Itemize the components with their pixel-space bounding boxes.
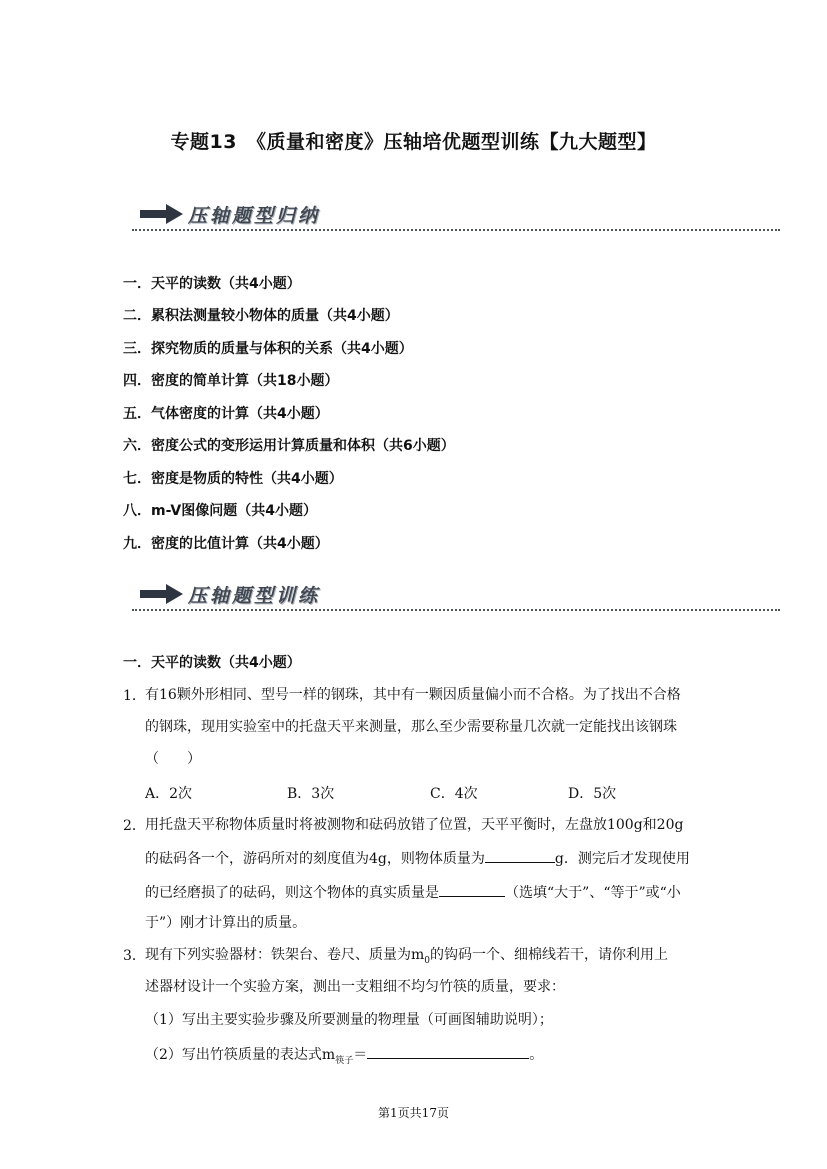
toc-item: 七．密度是物质的特性（共4小题） <box>123 471 343 487</box>
toc-item: 五．气体密度的计算（共4小题） <box>123 406 329 422</box>
dotted-divider <box>132 229 780 231</box>
text-segment: g．测完后才发现使用 <box>554 851 690 867</box>
text-segment: （2）写出竹筷质量的表达式m <box>145 1047 336 1063</box>
toc-item: 八．m-V图像问题（共4小题） <box>123 503 317 519</box>
dotted-divider <box>132 609 780 611</box>
answer-blank[interactable] <box>439 881 505 897</box>
section-banner-summary <box>132 195 780 235</box>
banner-title: 压轴题型训练 <box>188 585 321 607</box>
option-c: C．4次 <box>430 786 478 802</box>
answer-blank[interactable] <box>367 1043 529 1059</box>
text-segment: 。 <box>529 1047 544 1063</box>
text-segment: （选填“大于”、“等于”或“小 <box>505 885 681 901</box>
answer-blank[interactable] <box>485 847 555 863</box>
question-text: 用托盘天平称物体质量时将被测物和砝码放错了位置，天平平衡时，左盘放100g和20g <box>145 817 684 833</box>
arrow-right-icon <box>140 203 184 225</box>
question-text: 于”）刚才计算出的质量。 <box>145 915 307 931</box>
text-segment: 的砝码各一个，游码所对的刻度值为4g，则物体质量为 <box>145 851 485 867</box>
question-text <box>145 847 710 869</box>
arrow-right-icon <box>140 583 184 605</box>
question-text <box>145 945 710 971</box>
question-subpart: （1）写出主要实验步骤及所要测量的物理量（可画图辅助说明）； <box>145 1012 553 1028</box>
question-number: 2． <box>123 818 146 834</box>
text-segment: ＝ <box>353 1047 368 1063</box>
question-text: 述器材设计一个实验方案，测出一支粗细不均匀竹筷的质量，要求： <box>145 979 565 995</box>
answer-bracket: （ ） <box>145 751 201 767</box>
page-title: 专题13 《质量和密度》压轴培优题型训练【九大题型】 <box>170 131 657 153</box>
question-subpart <box>145 1043 710 1071</box>
text-segment: 的已经磨损了的砝码，则这个物体的真实质量是 <box>145 885 439 901</box>
question-text: 的钢珠，现用实验室中的托盘天平来测量，那么至少需要称量几次就一定能找出该钢珠 <box>145 719 677 735</box>
section-heading: 一．天平的读数（共4小题） <box>123 655 301 671</box>
toc-item: 一．天平的读数（共4小题） <box>123 276 301 292</box>
section-banner-training <box>132 575 780 615</box>
question-text: 有16颗外形相同、型号一样的钢珠，其中有一颗因质量偏小而不合格。为了找出不合格 <box>145 687 681 703</box>
question-text <box>145 881 710 903</box>
option-d: D．5次 <box>568 786 617 802</box>
banner-title: 压轴题型归纳 <box>188 205 321 227</box>
toc-item: 六．密度公式的变形运用计算质量和体积（共6小题） <box>123 438 455 454</box>
toc-item: 四．密度的简单计算（共18小题） <box>123 373 339 389</box>
question-number: 1． <box>123 688 146 704</box>
toc-item: 三．探究物质的质量与体积的关系（共4小题） <box>123 341 413 357</box>
option-a: A．2次 <box>145 786 193 802</box>
page-footer: 第1页共17页 <box>378 1106 449 1120</box>
text-segment: 的钩码一个、细棉线若干，请你利用上 <box>430 947 669 963</box>
text-segment: 现有下列实验器材：铁架台、卷尺、质量为m <box>145 947 425 963</box>
toc-item: 二．累积法测量较小物体的质量（共4小题） <box>123 308 399 324</box>
subscript: 0 <box>424 955 431 966</box>
question-number: 3． <box>123 948 146 964</box>
subscript: 筷子 <box>335 1055 354 1066</box>
option-b: B．3次 <box>287 786 335 802</box>
toc-item: 九．密度的比值计算（共4小题） <box>123 536 329 552</box>
